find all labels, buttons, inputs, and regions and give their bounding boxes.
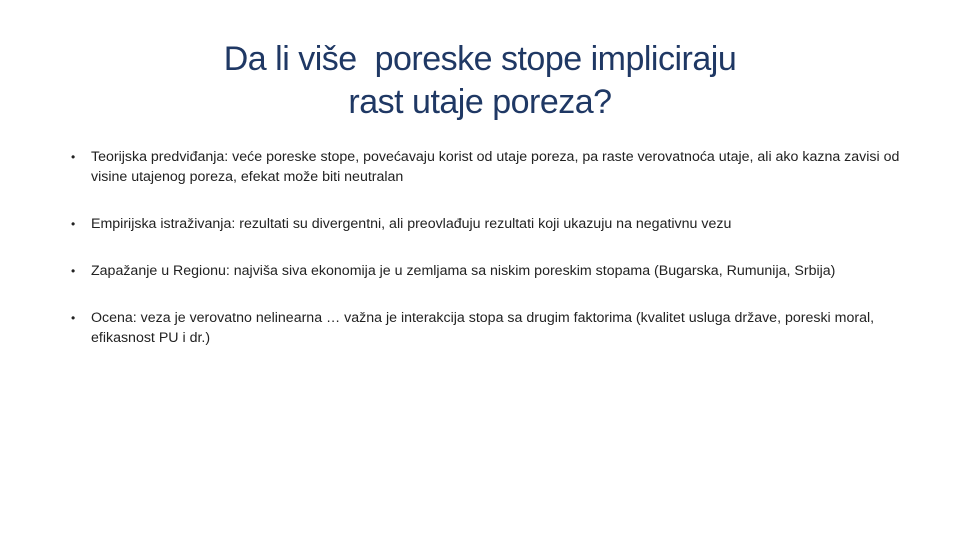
slide-title-line-1: Da li više poreske stope impliciraju (223, 40, 737, 78)
bullet-text: Ocena: veza je verovatno nelinearna … važna je interakcija stopa sa drugim faktorima (kvalitet usluga države, poreski moral, efikasnost PU i dr.) (91, 310, 875, 346)
bullet-item-empirical (70, 214, 900, 234)
bullet-dot-icon: • (71, 150, 76, 164)
bullet-item-region (70, 261, 900, 281)
bullet-text: Empirijska istraživanja: rezultati su divergentni, ali preovlađuju rezultati koji ukazuju na negativnu vezu (91, 216, 732, 232)
bullet-list (70, 147, 900, 348)
slide-title-line-2: rast utaje poreza? (348, 83, 612, 121)
bullet-item-assessment (70, 308, 900, 348)
bullet-dot-icon: • (71, 217, 76, 231)
bullet-dot-icon: • (71, 311, 76, 325)
bullet-item-theory (70, 147, 900, 187)
bullet-text: Zapažanje u Regionu: najviša siva ekonomija je u zemljama sa niskim poreskim stopama (Bugarska, Rumunija, Srbija) (91, 263, 836, 279)
slide-title (0, 38, 960, 124)
bullet-dot-icon: • (71, 264, 76, 278)
bullet-text: Teorijska predviđanja: veće poreske stope, povećavaju korist od utaje poreza, pa raste verovatnoća utaje, ali ako kazna zavisi od visine utajenog poreza, efekat može biti neutralan (91, 149, 900, 185)
